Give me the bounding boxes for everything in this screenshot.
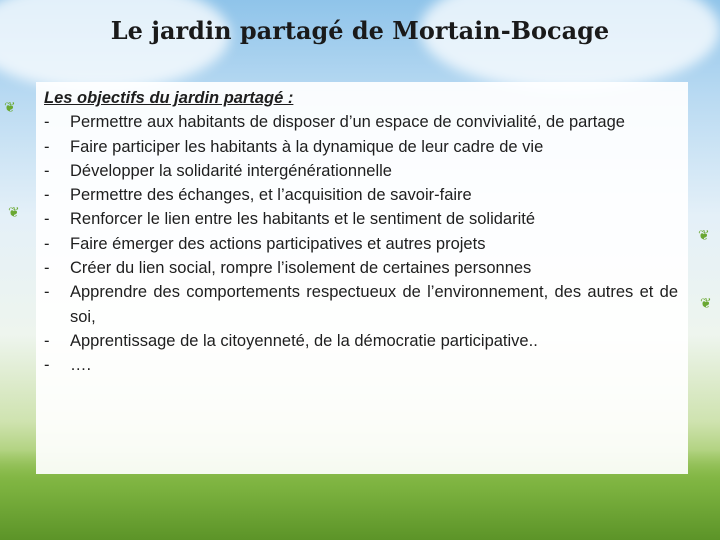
bullet-dash: - [44,113,50,132]
list-item-text: Renforcer le lien entre les habitants et le sentiment de solidarité [70,210,536,229]
bullet-dash: - [44,234,50,253]
bullet-dash: - [44,356,50,375]
leaf-decoration: ❦ [8,205,20,221]
bullet-dash: - [44,210,50,229]
list-item-text: Apprentissage de la citoyenneté, de la démocratie participative.. [70,331,538,350]
bullet-dash: - [44,331,50,350]
list-item [44,256,678,280]
background-cloud [0,0,230,90]
list-item-text: Permettre aux habitants de disposer d’un espace de convivialité, de partage [70,113,625,132]
bullet-dash: - [44,161,50,180]
list-item [44,232,678,256]
list-item [44,110,678,134]
bullet-dash: - [44,137,50,156]
list-item-text: Faire participer les habitants à la dynamique de leur cadre de vie [70,137,544,156]
list-item [44,353,678,377]
objectives-list [44,110,678,377]
list-item-text: Faire émerger des actions participatives et autres projets [70,234,486,253]
list-item-text: Permettre des échanges, et l’acquisition de savoir-faire [70,186,472,205]
slide-title: Le jardin partagé de Mortain-Bocage [110,16,610,45]
leaf-decoration: ❦ [4,100,16,116]
list-item [44,135,678,159]
bullet-dash: - [44,186,50,205]
leaf-decoration: ❦ [700,296,712,312]
bullet-dash: - [44,259,50,278]
list-item-text: …. [70,356,92,375]
list-item-text: Apprendre des comportements respectueux de l’environnement, des autres et de soi, [70,283,678,326]
list-item [44,329,678,353]
list-item [44,183,678,207]
list-item [44,207,678,231]
bullet-dash: - [44,283,50,302]
background-cloud [420,0,720,90]
leaf-decoration: ❦ [698,228,710,244]
slide-content [44,86,678,378]
list-item [44,280,678,329]
list-item [44,159,678,183]
list-item-text: Créer du lien social, rompre l’isolement de certaines personnes [70,259,532,278]
list-item-text: Développer la solidarité intergénérationnelle [70,161,392,180]
objectives-heading: Les objectifs du jardin partagé : [44,89,294,107]
